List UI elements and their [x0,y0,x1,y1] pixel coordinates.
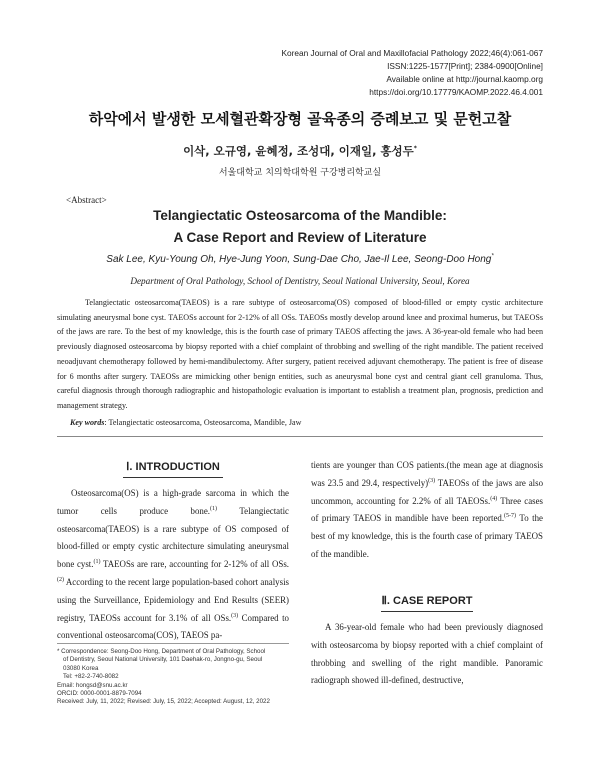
correspondence-footnote [57,648,289,707]
text-run: TAEOSs are rare, accounting for 2-12% of all OSs. [100,559,289,570]
english-affiliation: Department of Oral Pathology, School of Dentistry, Seoul National University, Seoul, Korea [130,276,470,286]
text-run: Compared to conventional osteosarcoma(COS), TAEOS pa- [57,612,289,641]
footnote-orcid: ORCID: 0000-0001-8879-7094 [57,690,142,698]
heading-underline [381,611,473,612]
citation-ref: (2) [57,577,64,584]
korean-authors [0,143,600,159]
corresponding-mark: * [491,253,494,260]
doi-link[interactable]: https://doi.org/10.17779/KAOMP.2022.46.4.001 [369,87,543,97]
text-run: To the best of my knowledge, this is the fourth case of primary TAEOS of the mandible. [311,513,543,559]
heading-underline [123,477,223,478]
case-report-heading-text: Ⅱ. CASE REPORT [381,595,473,607]
english-title-line1: Telangiectatic Osteosarcoma of the Mandible: [153,208,447,223]
footnote-tel: Tel: +82-2-740-8082 [63,673,119,681]
korean-author-list: 이삭, 오규영, 윤혜정, 조성대, 이재일, 홍성두 [183,144,414,158]
korean-affiliation: 서울대학교 치의학대학원 구강병리학교실 [218,168,382,178]
text-run: Three cases of primary TAEOS in mandible have been reported. [311,495,543,524]
issn: ISSN:1225-1577[Print]; 2384-0900[Online] [387,61,543,71]
introduction-paragraph-continued [311,457,543,564]
abstract-text: Telangiectatic osteosarcoma(TAEOS) is a rare subtype of osteosarcoma(OS) composed of blood-filled or empty cystic architecture simulating aneurysmal bone cyst. TAEOSs account for 2-12% of all OSs. TAEOSs mostly develop around knee and proximal humerus, but TAEOSs of the jaws are rare. To the best of my knowledge, this is the fourth case of primary TAEOS affecting the jaws. A 36-year-old female who had been previously diagnosed osteosarcoma by biopsy reported with a chief complaint of throbbing and swelling of the right mandible. The patient received neoadjuvant chemotherapy followed by hemi-mandibulectomy. After surgery, patient received adjuvant chemotherapy. The patient is free of disease for 6 months after surgery. TAEOSs are mimicking other benign entities, such as aneurysmal bone cyst and central giant cell granuloma. Thus, careful diagnosis through thorough radiographic and histopathologic evaluation is important to establish a treatment plan, prognosis, prediction and management strategy. [57,298,543,410]
case-report-paragraph: A 36-year-old female who had been previously diagnosed with osteosarcoma by biopsy reported with a chief complaint of throbbing and swelling of the right mandible. Panoramic radiograph showed ill-defined, destructive, [311,622,543,686]
text-run: Telangiectatic osteosarcoma(TAEOS) is a rare subtype of OS composed of blood-filled or empty cystic architecture simulating aneurysmal bone cyst. [57,505,289,570]
keywords [70,418,301,427]
footnote-line: * Correspondence: Seong-Doo Hong, Department of Oral Pathology, School [57,648,266,655]
introduction-paragraph [57,485,289,645]
citation-ref: (1) [210,505,218,512]
footnote-divider [57,643,289,644]
citation-ref: (3) [428,477,436,484]
citation-ref: (3) [231,612,239,619]
case-report-column [311,619,543,690]
journal-citation: Korean Journal of Oral and Maxillofacial Pathology 2022;46(4):061-067 [281,48,543,58]
introduction-heading-text: Ⅰ. INTRODUCTION [126,461,220,473]
keywords-label: Key words [70,418,105,427]
case-report-heading [311,594,543,607]
introduction-heading [57,460,289,473]
english-title-line2: A Case Report and Review of Literature [173,230,427,245]
introduction-continued [311,457,543,564]
footnote-line: 03080 Korea [63,664,99,672]
keywords-text: : Telangiectatic osteosarcoma, Osteosarcoma, Mandible, Jaw [104,418,302,427]
corresponding-mark: * [413,145,417,153]
abstract-label: <Abstract> [66,195,107,205]
citation-ref: (5-7) [504,513,517,520]
footnote-email[interactable]: Email: hongsd@snu.ac.kr [57,681,128,689]
text-run: Osteosarcoma(OS) is a high-grade sarcoma in which the tumor cells produce bone. [57,488,289,516]
text-run: According to the recent large population-based cohort analysis using the Surveillance, Epidemiology and End Results (SEER) registry, TAEOSs account for 3.1% of all OSs. [57,576,289,623]
english-author-list: Sak Lee, Kyu-Young Oh, Hye-Jung Yoon, Sung-Dae Cho, Jae-Il Lee, Seong-Doo Hong [106,254,492,265]
text-run: tients are younger than COS patients.(the mean age at diagnosis was 23.5 and 29.4, respectively) [311,460,543,488]
footnote-line: of Dentistry, Seoul National University, 101 Daehak-ro, Jongno-gu, Seoul [63,656,263,664]
available-online: Available online at http://journal.kaomp.org [386,74,543,84]
citation-ref: (4) [490,495,498,502]
english-authors [0,254,600,265]
journal-header [281,47,543,99]
english-title [0,205,600,249]
citation-ref: (1) [93,559,101,566]
introduction-column [57,485,289,645]
text-run: TAEOSs of the jaws are also uncommon, accounting for 2.2% of all TAEOSs. [311,477,544,506]
footnote-dates: Received: July, 11, 2022; Revised: July, 15, 2022; Accepted: August, 12, 2022 [57,698,270,706]
korean-title: 하악에서 발생한 모세혈관확장형 골육종의 증례보고 및 문헌고찰 [88,110,512,128]
abstract-divider [57,436,543,437]
